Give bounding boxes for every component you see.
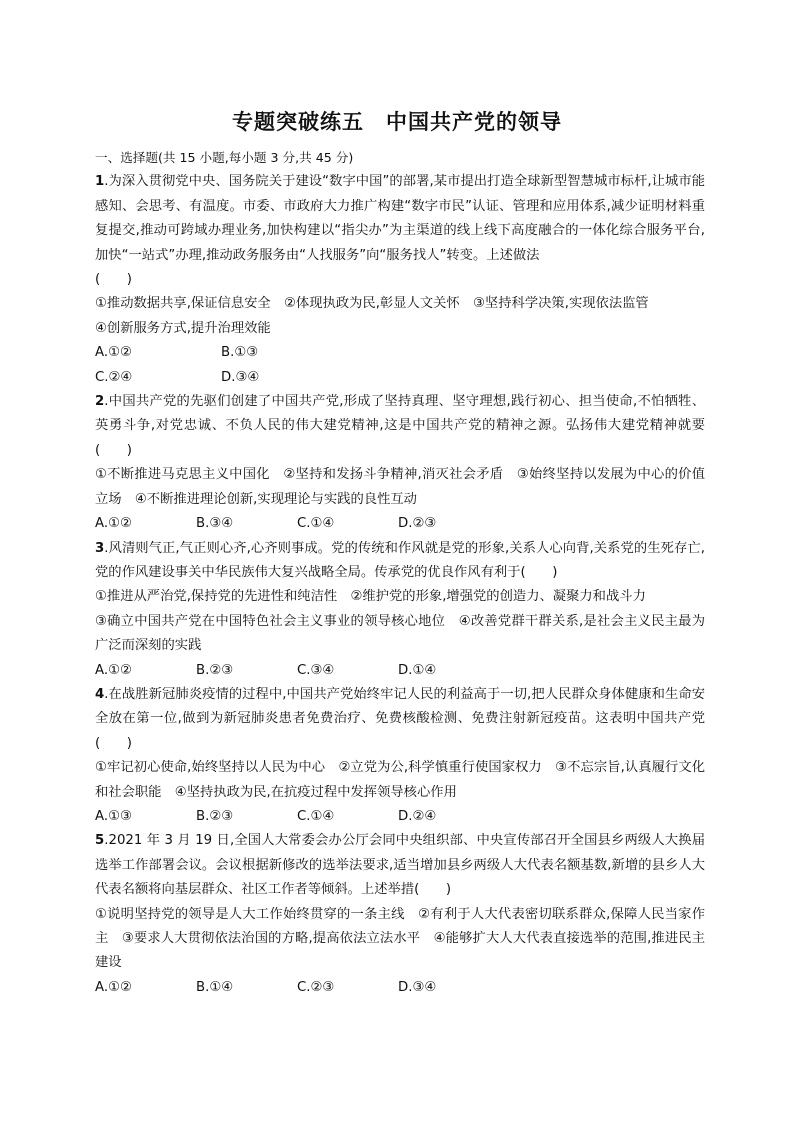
question-stem (95, 170, 705, 268)
question-stem (95, 829, 705, 902)
statement-options: ①牢记初心使命,始终坚持以人民为中心 ②立党为公,科学慎重行使国家权力 ③不忘宗旨,认真履行文化和社会职能 ④坚持执政为民,在抗疫过程中发挥领导核心作用 (95, 760, 705, 800)
choice-d[interactable]: D.②④ (398, 808, 437, 824)
question-4 (95, 683, 705, 829)
question-stem (95, 683, 705, 756)
choice-c[interactable]: C.②③ (297, 979, 335, 995)
statement-options: ①不断推进马克思主义中国化 ②坚持和发扬斗争精神,消灭社会矛盾 ③始终坚持以发展为中心的价值立场 ④不断推进理论创新,实现理论与实践的良性互动 (95, 467, 705, 507)
choice-c[interactable]: C.①④ (297, 516, 335, 532)
choice-b[interactable]: B.②③ (196, 808, 234, 824)
answer-blank: ( ) (95, 272, 132, 288)
statement-options: ③确立中国共产党在中国特色社会主义事业的领导核心地位 ④改善党群干群关系,是社会主义民主最为广泛而深刻的实践 (95, 613, 705, 654)
question-number: 5 (95, 833, 105, 849)
choice-a[interactable]: A.①③ (95, 808, 132, 824)
statement-options: ①推进从严治党,保持党的先进性和纯洁性 ②维护党的形象,增强党的创造力、凝聚力和战斗力 (95, 589, 646, 605)
choice-a[interactable]: A.①② (95, 662, 132, 678)
answer-choices (95, 659, 705, 683)
question-text: .2021 年 3 月 19 日,全国人大常委会办公厅会同中央组织部、中央宣传部召开全国县乡两级人大换届选举工作部署会议。会议根据新修改的选举法要求,适当增加县乡两级人大代表名额基数,新增的县乡人大代表名额将向基层群众、社区工作者等倾斜。上述举措( ) (95, 833, 705, 898)
answer-choices (95, 976, 705, 1000)
question-3 (95, 537, 705, 683)
choice-d[interactable]: D.③④ (398, 979, 437, 995)
question-text: .中国共产党的先驱们创建了中国共产党,形成了坚持真理、坚守理想,践行初心、担当使命,不怕牺牲、英勇斗争,对党忠诚、不负人民的伟大建党精神,这是中国共产党的精神之源。弘扬伟大建党精神就要( ) (95, 394, 705, 458)
question-stem (95, 537, 705, 586)
choice-a[interactable]: A.①② (95, 979, 132, 995)
choice-b[interactable]: B.①④ (196, 979, 234, 995)
statement-options: ④创新服务方式,提升治理效能 (95, 320, 271, 336)
question-text: .在战胜新冠肺炎疫情的过程中,中国共产党始终牢记人民的利益高于一切,把人民群众身体健康和生命安全放在第一位,做到为新冠肺炎患者免费治疗、免费核酸检测、免费注射新冠疫苗。这表明中国共产党( ) (95, 686, 705, 751)
choice-a[interactable]: A.①② (95, 345, 132, 361)
answer-choices (95, 512, 705, 536)
choice-d[interactable]: D.③④ (221, 369, 260, 385)
answer-choices (95, 366, 705, 390)
section-header: 一、选择题(共 15 小题,每小题 3 分,共 45 分) (95, 150, 354, 165)
question-stem (95, 390, 705, 463)
choice-b[interactable]: B.①③ (221, 345, 259, 361)
statement-options: ①说明坚持党的领导是人大工作始终贯穿的一条主线 ②有利于人大代表密切联系群众,保障人民当家作主 ③要求人大贯彻依法治国的方略,提高依法立法水平 ④能够扩大人大代表直接选举的范围,推进民主建设 (95, 906, 705, 971)
question-1 (95, 170, 705, 390)
question-number: 4 (95, 686, 105, 702)
question-number: 2 (95, 394, 105, 410)
choice-b[interactable]: B.②③ (196, 662, 234, 678)
choice-c[interactable]: C.③④ (297, 662, 335, 678)
answer-choices (95, 341, 705, 365)
question-2 (95, 390, 705, 536)
question-5 (95, 829, 705, 1000)
question-text: .为深入贯彻党中央、国务院关于建设“数字中国”的部署,某市提出打造全球新型智慧城市标杆,让城市能感知、会思考、有温度。市委、市政府大力推广构建“数字市民”认证、管理和应用体系,减少证明材料重复提交,推动可跨域办理业务,加快构建以“指尖办”为主渠道的线上线下高度融合的一体化综合服务平台,加快“一站式”办理,推动政务服务由“人找服务”向“服务找人”转变。上述做法 (95, 174, 705, 263)
choice-a[interactable]: A.①② (95, 516, 132, 532)
question-text: .风清则气正,气正则心齐,心齐则事成。党的传统和作风就是党的形象,关系人心向背,关系党的生死存亡,党的作风建设事关中华民族伟大复兴战略全局。传承党的优良作风有利于( ) (95, 540, 705, 580)
choice-d[interactable]: D.①④ (398, 662, 437, 678)
choice-d[interactable]: D.②③ (398, 516, 437, 532)
statement-options: ①推动数据共享,保证信息安全 ②体现执政为民,彰显人文关怀 ③坚持科学决策,实现依法监管 (95, 296, 649, 312)
choice-c[interactable]: C.①④ (297, 808, 335, 824)
question-number: 3 (95, 540, 105, 556)
question-number: 1 (95, 174, 105, 190)
question-list (95, 146, 705, 1000)
page-title: 专题突破练五 中国共产党的领导 (232, 110, 562, 134)
choice-c[interactable]: C.②④ (95, 369, 133, 385)
answer-choices (95, 805, 705, 829)
choice-b[interactable]: B.③④ (196, 516, 234, 532)
